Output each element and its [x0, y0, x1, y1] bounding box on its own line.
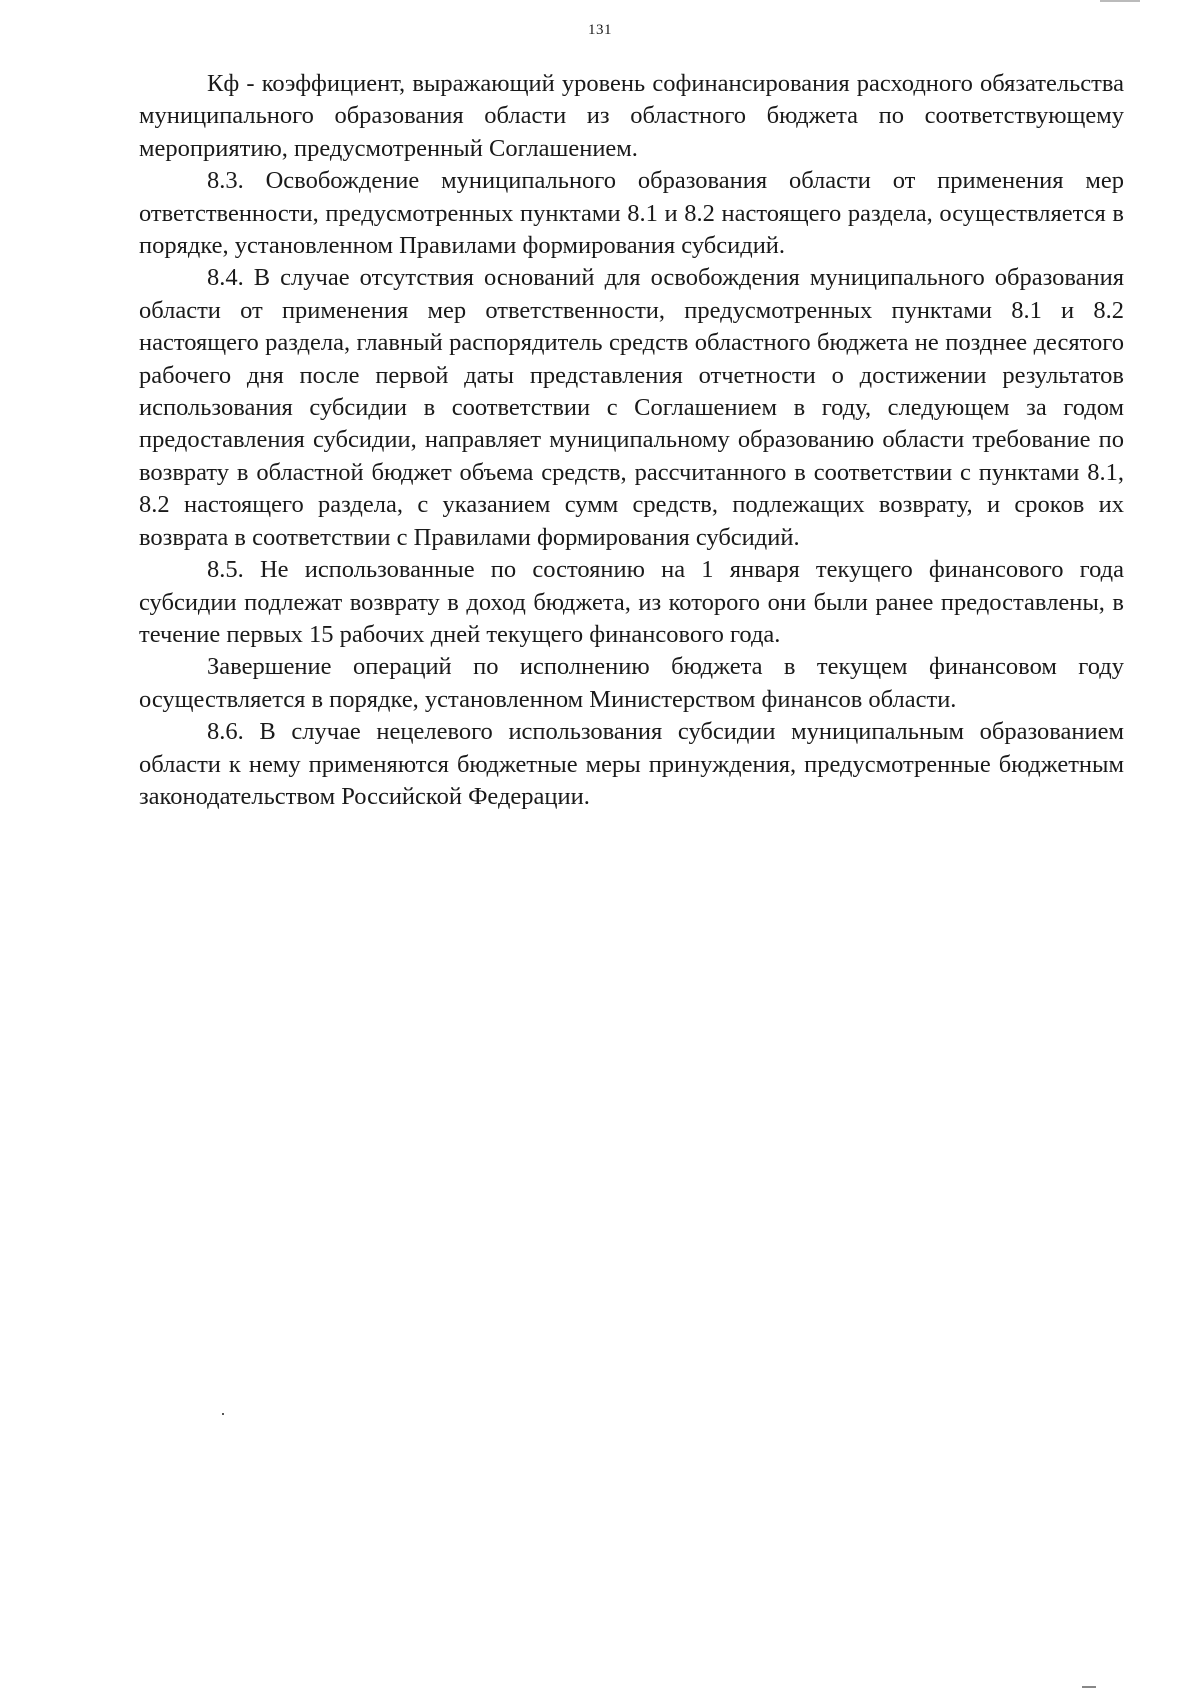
paragraph-8-4: 8.4. В случае отсутствия оснований для освобождения муниципального образования области от применения мер ответственности, предусмотренных пунктами 8.1 и 8.2 настоящего раздела, главный распорядитель средств областного бюджета не позднее десятого рабочего дня после первой даты представления отчетности о достижении результатов использования субсидии в соответствии с Соглашением в году, следующем за годом предоставления субсидии, направляет муниципальному образованию области требование по возврату в областной бюджет объема средств, рассчитанного в соответствии с пунктами 8.1, 8.2 настоящего раздела, с указанием сумм средств, подлежащих возврату, и сроков их возврата в соответствии с Правилами формирования субсидий.: [139, 264, 1124, 551]
scan-dot: [222, 1413, 224, 1415]
scan-mark-bottom-right: [1082, 1686, 1096, 1688]
paragraph-coefficient-kf: Кф - коэффициент, выражающий уровень софинансирования расходного обязательства муниципального образования области из областного бюджета по соответствующему мероприятию, предусмотренный Соглашением.: [139, 70, 1124, 162]
scan-mark-top-right: [1100, 0, 1140, 2]
paragraph-8-3: 8.3. Освобождение муниципального образования области от применения мер ответственности, предусмотренных пунктами 8.1 и 8.2 настоящего раздела, осуществляется в порядке, установленном Правилами формирования субсидий.: [139, 167, 1124, 260]
paragraph-8-6: 8.6. В случае нецелевого использования субсидии муниципальным образованием области к нему применяются бюджетные меры принуждения, предусмотренные бюджетным законодательством Российской Федерации.: [139, 718, 1124, 810]
document-body: [139, 68, 1124, 813]
page-number: 131: [588, 22, 612, 38]
paragraph-budget-completion: Завершение операций по исполнению бюджета в текущем финансовом году осуществляется в порядке, установленном Министерством финансов области.: [139, 653, 1124, 713]
paragraph-8-5: 8.5. Не использованные по состоянию на 1 января текущего финансового года субсидии подлежат возврату в доход бюджета, из которого они были ранее предоставлены, в течение первых 15 рабочих дней текущего финансового года.: [139, 556, 1124, 648]
